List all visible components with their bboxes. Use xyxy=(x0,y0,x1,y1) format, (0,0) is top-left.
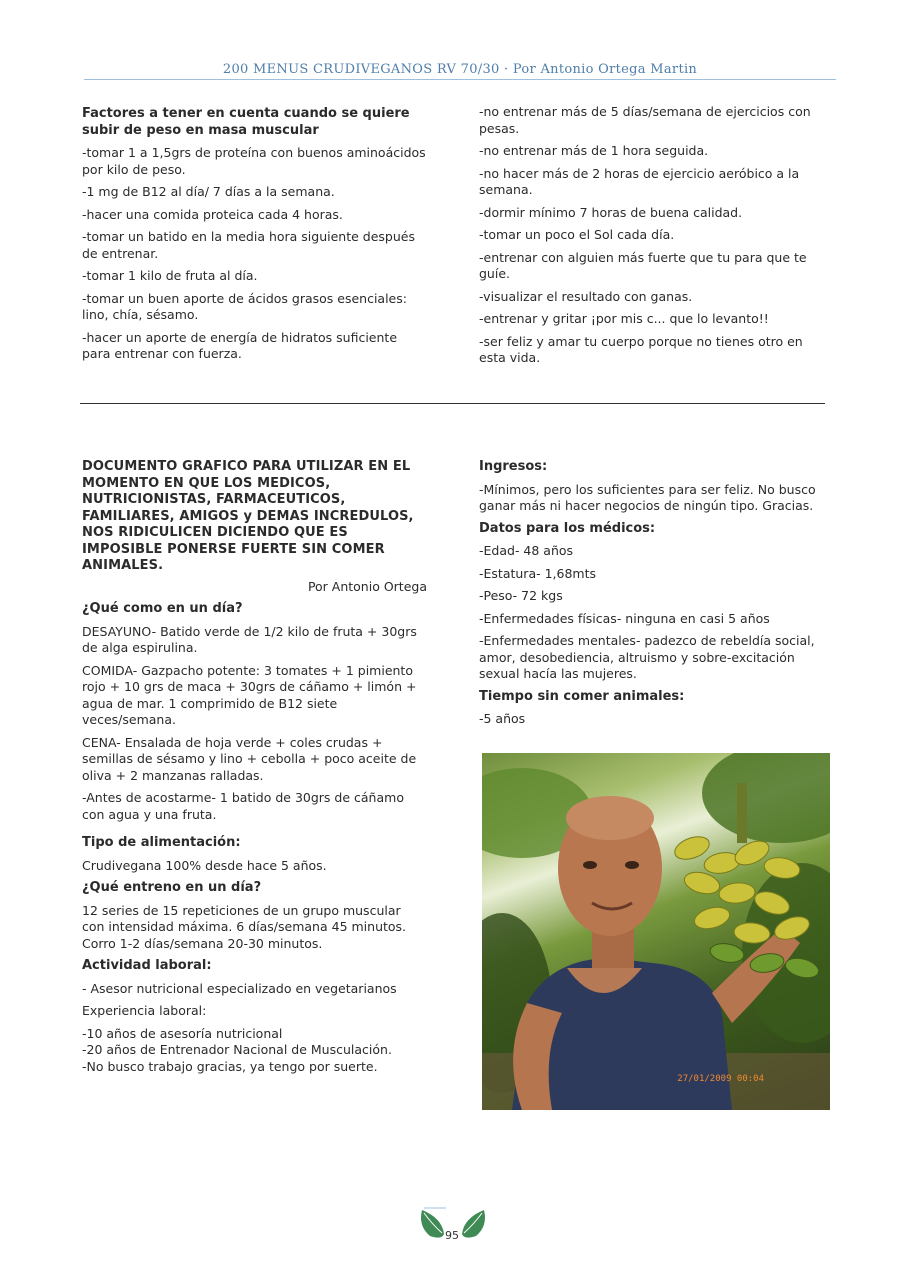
list-item: -dormir mínimo 7 horas de buena calidad. xyxy=(479,204,743,220)
paragraph: -Mínimos, pero los suficientes para ser feliz. No busco ganar más ni hacer negocios de ningún tipo. Gracias. xyxy=(479,481,816,513)
document-title: DOCUMENTO GRAFICO PARA UTILIZAR EN EL MOMENTO EN QUE LOS MEDICOS, NUTRICIONISTAS, FARMACEUTICOS, FAMILIARES, AMIGOS y DEMAS INCREDULOS, NOS RIDICULICEN DICIENDO QUE ES IMPOSIBLE PONERSE FUERTE SIN COMER ANIMALES. xyxy=(82,459,414,573)
section-heading: Actividad laboral: xyxy=(82,958,212,973)
header-rule xyxy=(84,79,836,80)
photo-timestamp: 27/01/2009 00:04 xyxy=(677,1074,764,1084)
weight-gain-factors-section xyxy=(82,106,427,369)
list-item: -tomar 1 kilo de fruta al día. xyxy=(82,268,258,283)
photo-illustration xyxy=(482,753,830,1110)
paragraph: Experiencia laboral: xyxy=(82,1003,207,1018)
list-item: -Enfermedades físicas- ninguna en casi 5 años xyxy=(479,610,770,626)
list-item: -no entrenar más de 5 días/semana de ejercicios con pesas. xyxy=(479,104,811,136)
list-item: -No busco trabajo gracias, ya tengo por suerte. xyxy=(82,1058,378,1074)
paragraph: Crudivegana 100% desde hace 5 años. xyxy=(82,857,327,873)
list-item: -Enfermedades mentales- padezco de rebeldía social, amor, desobediencia, altruismo y sobre-excitación sexual hacía las mujeres. xyxy=(479,633,815,681)
meal-item: DESAYUNO- Batido verde de 1/2 kilo de fruta + 30grs de alga espirulina. xyxy=(82,623,417,655)
list-item: -entrenar con alguien más fuerte que tu para que te guíe. xyxy=(479,249,807,281)
paragraph: - Asesor nutricional especializado en vegetarianos xyxy=(82,980,397,996)
list-item: -tomar 1 a 1,5grs de proteína con buenos aminoácidos por kilo de peso. xyxy=(82,145,426,177)
experience-list xyxy=(82,1026,427,1076)
section-divider xyxy=(80,403,825,404)
list-item: -Estatura- 1,68mts xyxy=(479,565,597,581)
section-heading: Tipo de alimentación: xyxy=(82,835,241,850)
section-heading: Factores a tener en cuenta cuando se quiere subir de peso en masa muscular xyxy=(82,106,410,138)
section-heading: ¿Qué como en un día? xyxy=(82,601,243,616)
list-item: -Peso- 72 kgs xyxy=(479,588,563,603)
page-number: 95 xyxy=(445,1229,459,1242)
list-item: -20 años de Entrenador Nacional de Musculación. xyxy=(82,1042,392,1057)
running-header: 200 MENUS CRUDIVEGANOS RV 70/30 · Por Antonio Ortega Martin xyxy=(222,62,698,77)
list-item: -hacer un aporte de energía de hidratos suficiente para entrenar con fuerza. xyxy=(82,329,398,361)
section-heading: Datos para los médicos: xyxy=(479,520,656,536)
meal-item: -Antes de acostarme- 1 batido de 30grs de cáñamo con agua y una fruta. xyxy=(82,790,404,822)
list-item: -visualizar el resultado con ganas. xyxy=(479,288,693,304)
list-item: -tomar un buen aporte de ácidos grasos esenciales: lino, chía, sésamo. xyxy=(82,290,407,322)
meal-item: COMIDA- Gazpacho potente: 3 tomates + 1 pimiento rojo + 10 grs de maca + 30grs de cáñamo + limón + agua de mar. 1 comprimido de B12 siete veces/semana. xyxy=(82,662,417,727)
list-item: -Edad- 48 años xyxy=(479,543,574,558)
list-item: -entrenar y gritar ¡por mis c... que lo levanto!! xyxy=(479,311,769,326)
byline: Por Antonio Ortega xyxy=(307,578,427,594)
author-photo xyxy=(482,753,830,1110)
list-item: -1 mg de B12 al día/ 7 días a la semana. xyxy=(82,184,335,199)
list-item: -hacer una comida proteica cada 4 horas. xyxy=(82,206,343,222)
section-heading: ¿Qué entreno en un día? xyxy=(82,880,262,895)
graphic-document-section xyxy=(82,459,427,1075)
meal-item: CENA- Ensalada de hoja verde + coles crudas + semillas de sésamo y lino + cebolla + poco aceite de oliva + 2 manzanas ralladas. xyxy=(82,734,417,783)
list-item: -no hacer más de 2 horas de ejercicio aeróbico a la semana. xyxy=(479,165,800,197)
paragraph: 12 series de 15 repeticiones de un grupo muscular con intensidad máxima. 6 días/semana 45 minutos. Corro 1-2 días/semana 20-30 minutos. xyxy=(82,902,407,951)
list-item: -ser feliz y amar tu cuerpo porque no tienes otro en esta vida. xyxy=(479,333,803,365)
list-item: -tomar un batido en la media hora siguiente después de entrenar. xyxy=(82,229,415,261)
list-item: -no entrenar más de 1 hora seguida. xyxy=(479,143,709,158)
list-item: -10 años de asesoría nutricional xyxy=(82,1025,283,1041)
section-heading: Ingresos: xyxy=(479,459,548,474)
list-item: -tomar un poco el Sol cada día. xyxy=(479,227,675,242)
section-heading: Tiempo sin comer animales: xyxy=(479,688,685,704)
training-rules-section xyxy=(479,104,827,373)
personal-data-section xyxy=(479,459,827,734)
paragraph: -5 años xyxy=(479,711,526,726)
